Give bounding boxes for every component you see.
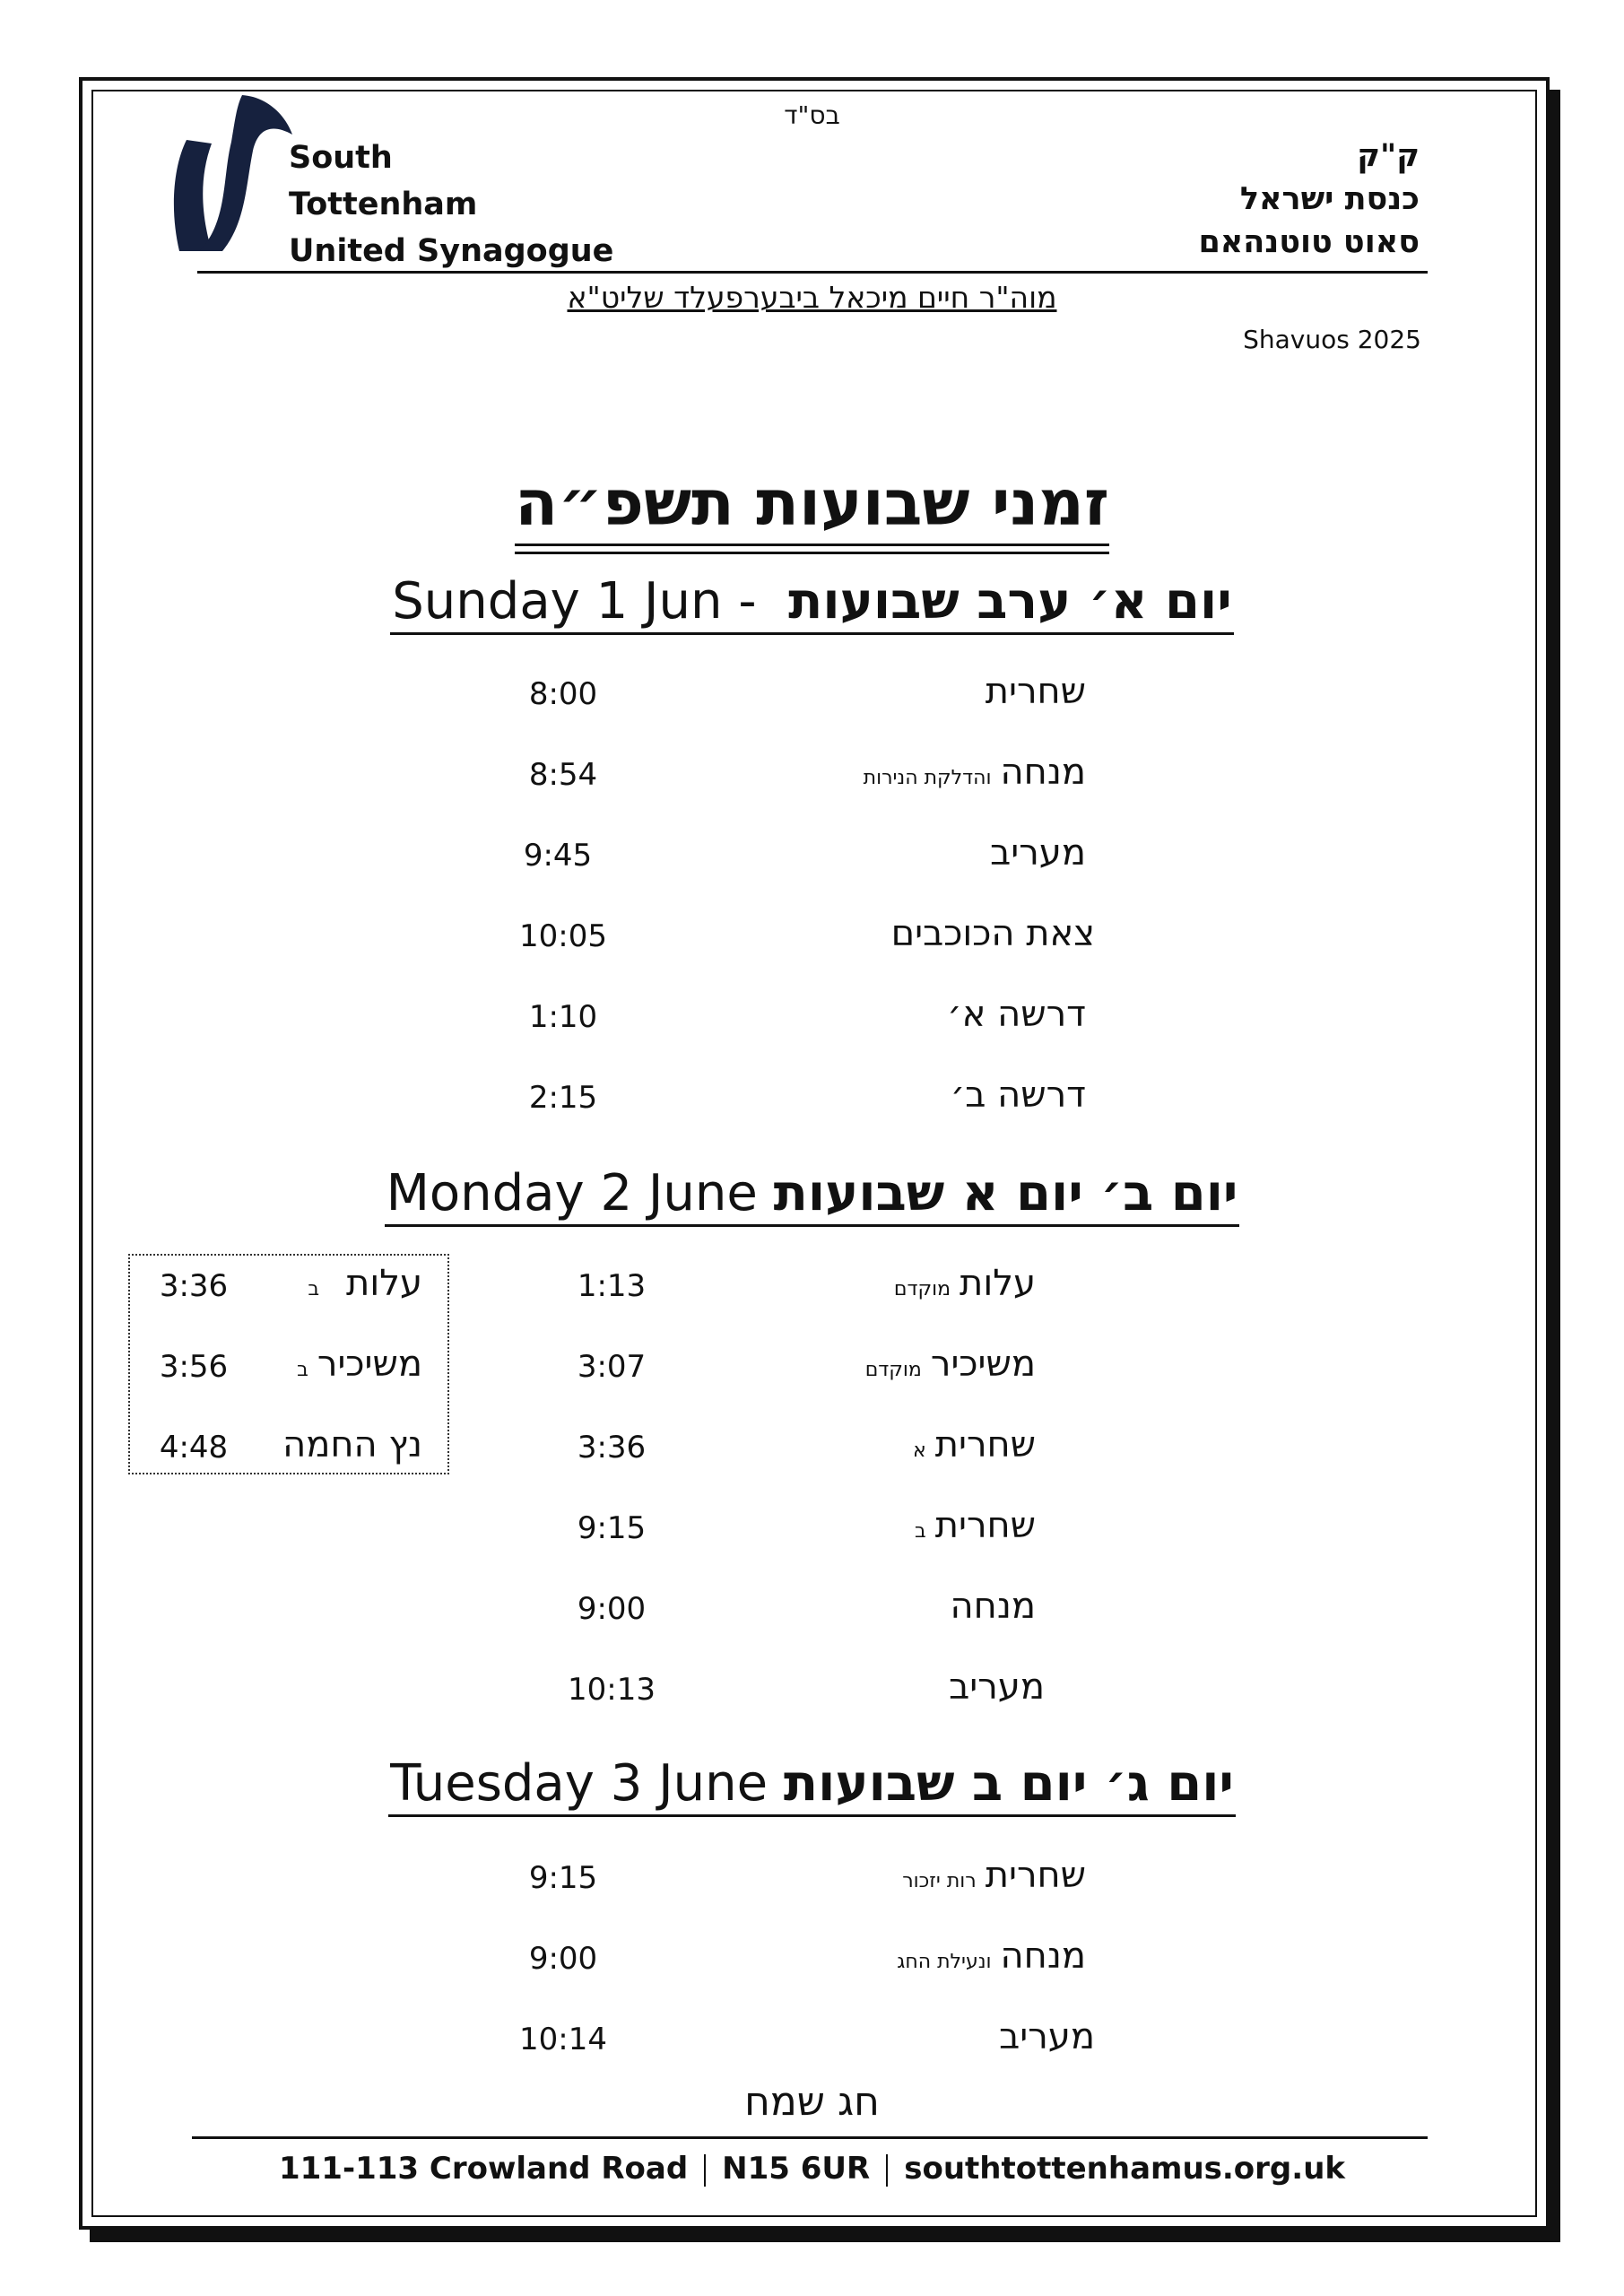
logo-line-2: Tottenham [289, 187, 478, 222]
logo-wordmark [289, 135, 613, 274]
rabbi-name: מוה"ר חיים מיכאל ביבערפעלד שליט"א [567, 280, 1057, 315]
sunday-row-2-time: 8:54 [528, 757, 598, 793]
monday-row-1-note: מוקדם [893, 1278, 951, 1300]
tuesday-row-3-name: מעריב [999, 2016, 1095, 2057]
chag-sameach-greeting: חג שמח [744, 2079, 880, 2125]
monday-row-3-time: 3:36 [577, 1430, 647, 1465]
monday-row-5-name: מנחה [950, 1586, 1036, 1627]
box-row-1-time: 3:36 [159, 1268, 229, 1304]
sunday-row-6-name: דרשה ב׳ [950, 1074, 1086, 1116]
monday-row-2-note: מוקדם [864, 1359, 922, 1381]
sunday-heading-english: Sunday 1 Jun - [392, 572, 757, 631]
logo-line-1: South [289, 140, 393, 176]
sunday-row-2-name: מנחהוהדלקת הנירות [863, 752, 1086, 793]
footer-separator [704, 2154, 706, 2187]
page-frame [79, 77, 1550, 2230]
monday-row-6-time: 10:13 [568, 1672, 656, 1708]
monday-row-4-note: ב [914, 1520, 926, 1543]
edition-label: Shavuos 2025 [1243, 325, 1421, 354]
box-row-3-name: נץ החמה [282, 1424, 422, 1465]
synagogue-logo-icon [160, 88, 303, 257]
sunday-row-6-time: 2:15 [528, 1080, 598, 1116]
tuesday-row-2-note: ונעילת החג [897, 1951, 992, 1973]
tuesday-row-1-note: רות יזכור [902, 1870, 977, 1892]
monday-row-6-name: מעריב [949, 1666, 1045, 1708]
footer-contact [0, 2151, 1624, 2187]
monday-heading-english: Monday 2 June [386, 1164, 758, 1222]
monday-row-1-time: 1:13 [577, 1268, 647, 1304]
tuesday-heading-english: Tuesday 3 June [390, 1754, 769, 1813]
box-row-2-note: ב [297, 1359, 308, 1381]
sunday-row-1-time: 8:00 [528, 676, 598, 712]
monday-row-4-name: שחריתב [914, 1505, 1036, 1546]
monday-row-1-name: עלותמוקדם [893, 1263, 1036, 1304]
monday-row-4-time: 9:15 [577, 1510, 647, 1546]
footer-postcode: N15 6UR [722, 2151, 871, 2187]
sunday-heading [0, 572, 1624, 635]
page-title-text: זמני שבועות תשפ״ה [515, 466, 1109, 546]
monday-row-3-name: שחריתא [912, 1424, 1036, 1465]
header-divider [197, 271, 1428, 274]
tuesday-row-3-time: 10:14 [519, 2022, 607, 2057]
tuesday-row-1-name: שחריתרות יזכור [902, 1855, 1086, 1896]
box-row-1-name: עלותב [308, 1263, 422, 1304]
footer-divider [192, 2136, 1428, 2139]
tuesday-row-2-time: 9:00 [528, 1941, 598, 1977]
logo-line-3: United Synagogue [289, 233, 614, 269]
tuesday-heading [0, 1754, 1624, 1817]
hebrew-organization-name [1198, 135, 1420, 264]
footer-separator [886, 2154, 888, 2187]
sunday-row-1-name: שחרית [985, 671, 1086, 712]
monday-row-5-time: 9:00 [577, 1591, 647, 1627]
page-frame-inner-border [91, 90, 1537, 2217]
sunday-row-4-time: 10:05 [519, 918, 607, 954]
box-row-3-time: 4:48 [159, 1430, 229, 1465]
box-row-2-name: משיכירב [297, 1344, 422, 1385]
monday-row-2-name: משיכירמוקדם [864, 1344, 1036, 1385]
tuesday-heading-hebrew: יום ג׳ יום ב שבועות [783, 1754, 1234, 1813]
tuesday-row-1-time: 9:15 [528, 1860, 598, 1896]
hebrew-org-line-2: כנסת ישראל [1239, 181, 1420, 217]
monday-row-2-time: 3:07 [577, 1349, 647, 1385]
box-row-2-time: 3:56 [159, 1349, 229, 1385]
box-row-1-note: ב [308, 1278, 320, 1300]
footer-address: 111-113 Crowland Road [278, 2151, 689, 2187]
hebrew-org-line-3: סאוט טוטנהאם [1198, 224, 1420, 260]
sunday-row-3-name: מעריב [990, 832, 1086, 874]
sunday-row-3-time: 9:45 [523, 838, 593, 874]
sunday-row-4-name: צאת הכוכבים [890, 913, 1095, 954]
hebrew-org-line-1: ק"ק [1357, 138, 1420, 174]
sunday-row-2-note: והדלקת הנירות [863, 767, 992, 789]
monday-heading [0, 1164, 1624, 1227]
sunday-heading-hebrew: יום א׳ ערב שבועות [788, 572, 1232, 631]
bsd-mark: בס"ד [784, 100, 840, 130]
page-title [0, 466, 1624, 546]
tuesday-row-2-name: מנחהונעילת החג [897, 1935, 1086, 1977]
footer-website-link[interactable]: southtottenhamus.org.uk [904, 2151, 1346, 2187]
sunday-row-5-name: דרשה א׳ [947, 994, 1086, 1035]
monday-row-3-note: א [912, 1439, 926, 1462]
monday-heading-hebrew: יום ב׳ יום א שבועות [773, 1164, 1238, 1222]
sunday-row-5-time: 1:10 [528, 999, 598, 1035]
